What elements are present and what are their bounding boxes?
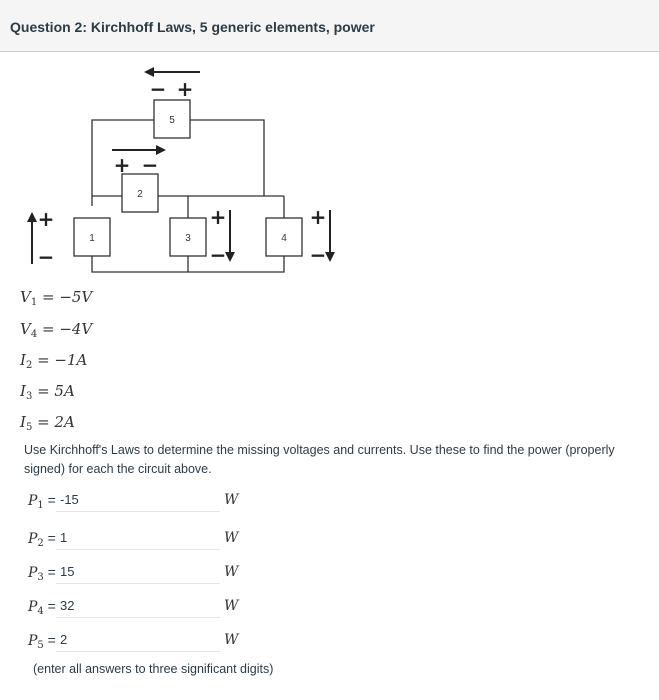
p4-input[interactable]: [56, 594, 220, 618]
p2-unit: W: [224, 530, 239, 546]
element-2-label: 2: [137, 189, 143, 200]
el4-minus-sign: −: [309, 243, 327, 267]
arrow-el1-head: [27, 212, 37, 222]
instructions: Use Kirchhoff's Laws to determine the missing voltages and currents. Use these to find the power (properly signed) for each the circuit above.: [24, 443, 615, 476]
el2-minus-sign: −: [141, 153, 159, 177]
element-1-label: 1: [89, 233, 95, 244]
given-v1: $V_1 = -5V$: [20, 288, 93, 308]
given-i5: $I_5 = 2A$: [20, 413, 75, 433]
p4-unit: W: [224, 598, 239, 614]
p3-input[interactable]: [56, 560, 220, 584]
question-title: Question 2: Kirchhoff Laws, 5 generic elements, power: [10, 19, 375, 35]
p1-input[interactable]: [56, 488, 220, 512]
el2-plus-sign: +: [113, 153, 131, 177]
element-4-label: 4: [281, 233, 287, 244]
given-i3: $I_3 = 5A$: [20, 382, 75, 402]
el5-minus-sign: −: [149, 77, 167, 101]
given-v4: $V_4 = -4V$: [20, 320, 93, 340]
el4-plus-sign: +: [309, 205, 327, 229]
footnote: (enter all answers to three significant digits): [33, 662, 274, 676]
element-3-label: 3: [185, 233, 191, 244]
arrow-el3-head: [225, 252, 235, 262]
arrow-el4-head: [325, 252, 335, 262]
arrow-el5-head: [144, 67, 154, 77]
el1-plus-sign: +: [37, 207, 55, 231]
el5-plus-sign: +: [176, 77, 194, 101]
p2-input[interactable]: [56, 526, 220, 550]
el1-minus-sign: −: [37, 245, 55, 269]
p1-unit: W: [224, 492, 239, 508]
given-i2: $I_2 = -1A$: [20, 351, 88, 371]
question-header: [0, 0, 659, 52]
p5-unit: W: [224, 632, 239, 648]
circuit-diagram: [0, 52, 659, 287]
p3-unit: W: [224, 564, 239, 580]
el3-plus-sign: +: [209, 205, 227, 229]
element-5-label: 5: [169, 115, 175, 126]
p5-input[interactable]: [56, 628, 220, 652]
el3-minus-sign: −: [209, 243, 227, 267]
